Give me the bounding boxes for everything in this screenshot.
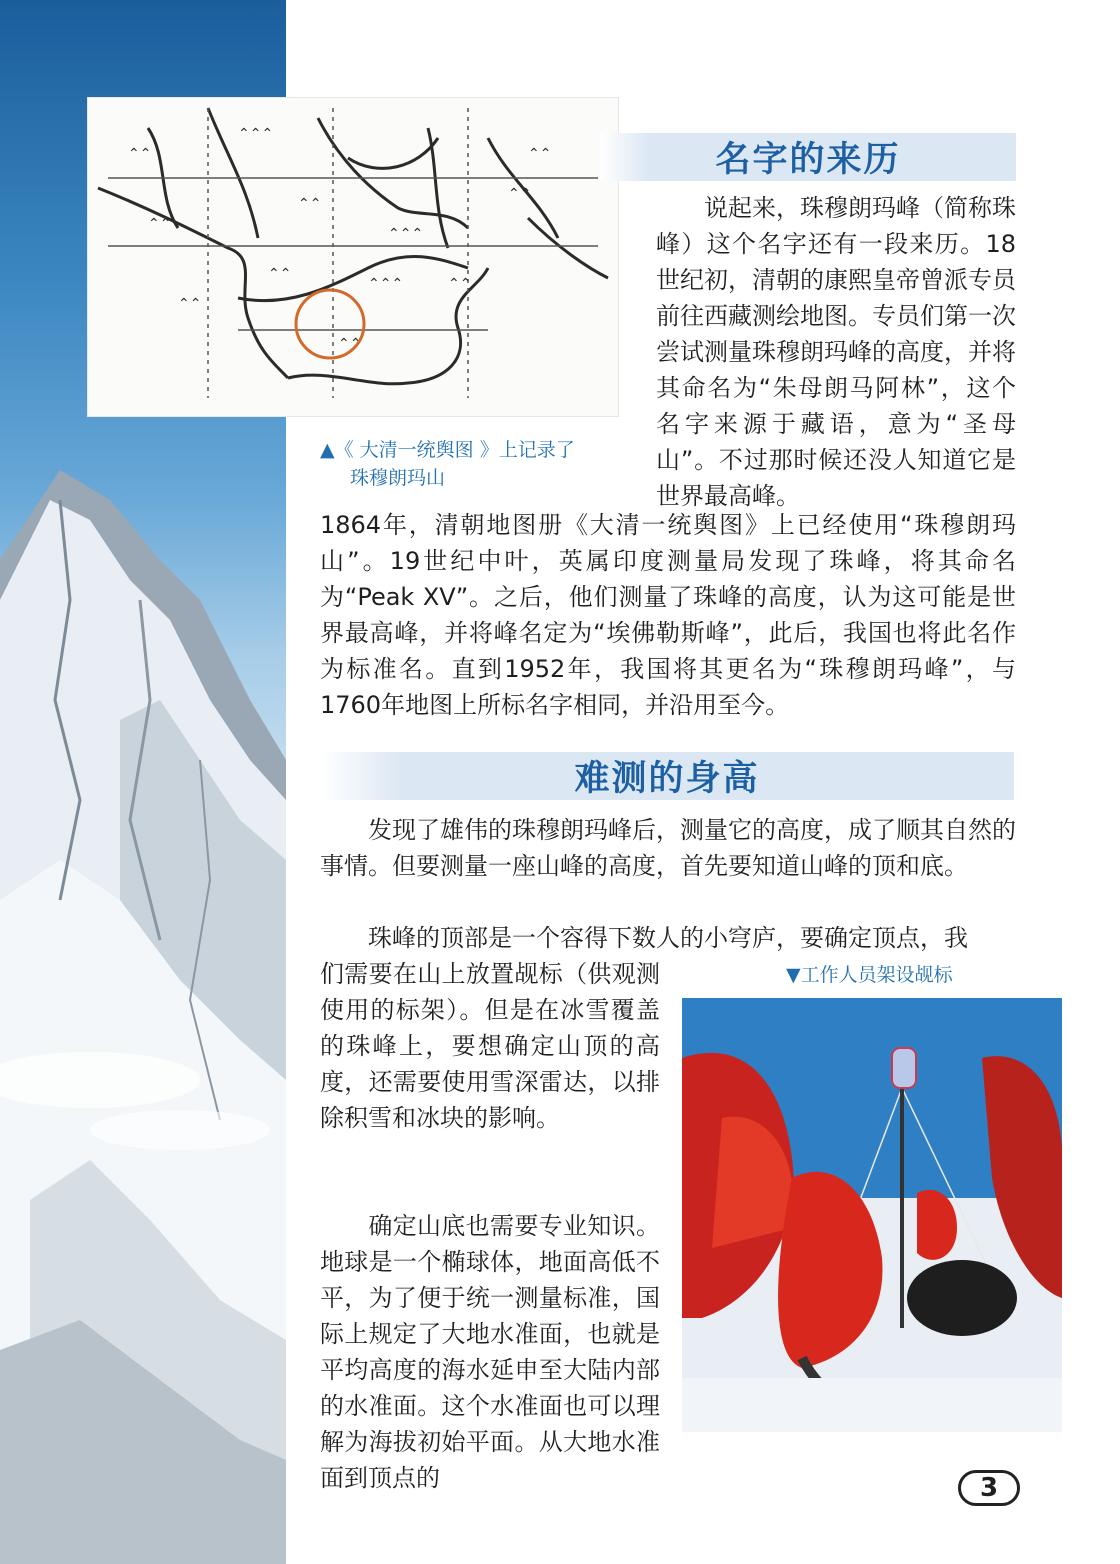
section-heading-height-measurement — [320, 752, 1014, 800]
measurement-paragraph-2-first-line — [320, 920, 1016, 956]
svg-text:⌃⌃: ⌃⌃ — [528, 146, 552, 162]
measurement-paragraph-1 — [320, 812, 1016, 884]
hand-drawn-map — [88, 98, 618, 416]
svg-text:⌃⌃: ⌃⌃ — [448, 276, 472, 292]
svg-text:⌃⌃: ⌃⌃ — [128, 146, 152, 162]
map-caption — [320, 436, 620, 492]
svg-text:⌃⌃: ⌃⌃ — [298, 196, 322, 212]
paragraph-text: 珠峰的顶部是一个容得下数人的小穹庐，要确定顶点，我 — [368, 924, 968, 952]
section-heading-text: 名字的来历 — [715, 140, 901, 180]
svg-text:⌃⌃⌃: ⌃⌃⌃ — [388, 226, 424, 242]
svg-text:⌃⌃: ⌃⌃ — [148, 216, 172, 232]
photo-caption: ▼工作人员架设觇标 — [786, 964, 953, 986]
svg-text:⌃⌃⌃: ⌃⌃⌃ — [368, 276, 404, 292]
section-heading-text: 难测的身高 — [574, 759, 760, 799]
qing-map-image — [88, 98, 618, 416]
name-origin-intro-paragraph — [656, 190, 1016, 514]
name-origin-history-paragraph — [320, 507, 1016, 723]
climbers-setting-beacon-illustration — [682, 998, 1062, 1432]
svg-text:⌃⌃: ⌃⌃ — [178, 296, 202, 312]
measurement-paragraph-3 — [320, 1208, 660, 1496]
paragraph-text: 们需要在山上放置觇标（供观测使用的标架）。但是在冰雪覆盖的珠峰上，要想确定山顶的高度，还需要使用雪深雷达，以排除积雪和冰块的影响。 — [320, 960, 660, 1132]
section-heading-name-origin — [600, 133, 1016, 181]
paragraph-text: 1864年，清朝地图册《大清一统舆图》上已经使用“珠穆朗玛山”。19世纪中叶，英属印度测量局发现了珠峰，将其命名为“Peak XV”。之后，他们测量了珠峰的高度，认为这可能是世界最高峰，并将峰名定为“埃佛勒斯峰”，此后，我国也将此名作为标准名。直到1952年，我国将其更名为“珠穆朗玛峰”，与1760年地图上所标名字相同，并沿用至今。 — [320, 511, 1016, 719]
paragraph-text: 发现了雄伟的珠穆朗玛峰后，测量它的高度，成了顺其自然的事情。但要测量一座山峰的高度，首先要知道山峰的顶和底。 — [320, 816, 1016, 880]
survey-team-photo — [682, 998, 1062, 1432]
svg-text:⌃⌃: ⌃⌃ — [338, 336, 362, 352]
map-caption-line1: ▲《 大清一统舆图 》上记录了 — [320, 439, 575, 461]
svg-text:⌃⌃: ⌃⌃ — [268, 266, 292, 282]
paragraph-text: 确定山底也需要专业知识。地球是一个椭球体，地面高低不平，为了便于统一测量标准，国际上规定了大地水准面，也就是平均高度的海水延申至大陆内部的水准面。这个水准面也可以理解为海拔初始平面。从大地水准面到顶点的 — [320, 1212, 660, 1492]
paragraph-text: 说起来，珠穆朗玛峰（简称珠峰）这个名字还有一段来历。18世纪初，清朝的康熙皇帝曾派专员前往西藏测绘地图。专员们第一次尝试测量珠穆朗玛峰的高度，并将其命名为“朱母朗马阿林”，这个名字来源于藏语，意为“圣母山”。不过那时候还没人知道它是世界最高峰。 — [656, 194, 1016, 510]
map-caption-line2: 珠穆朗玛山 — [350, 467, 446, 489]
page-number: 3 — [958, 1470, 1020, 1506]
svg-text:⌃⌃: ⌃⌃ — [508, 186, 532, 202]
measurement-paragraph-2-rest — [320, 956, 660, 1136]
svg-text:⌃⌃⌃: ⌃⌃⌃ — [238, 126, 274, 142]
